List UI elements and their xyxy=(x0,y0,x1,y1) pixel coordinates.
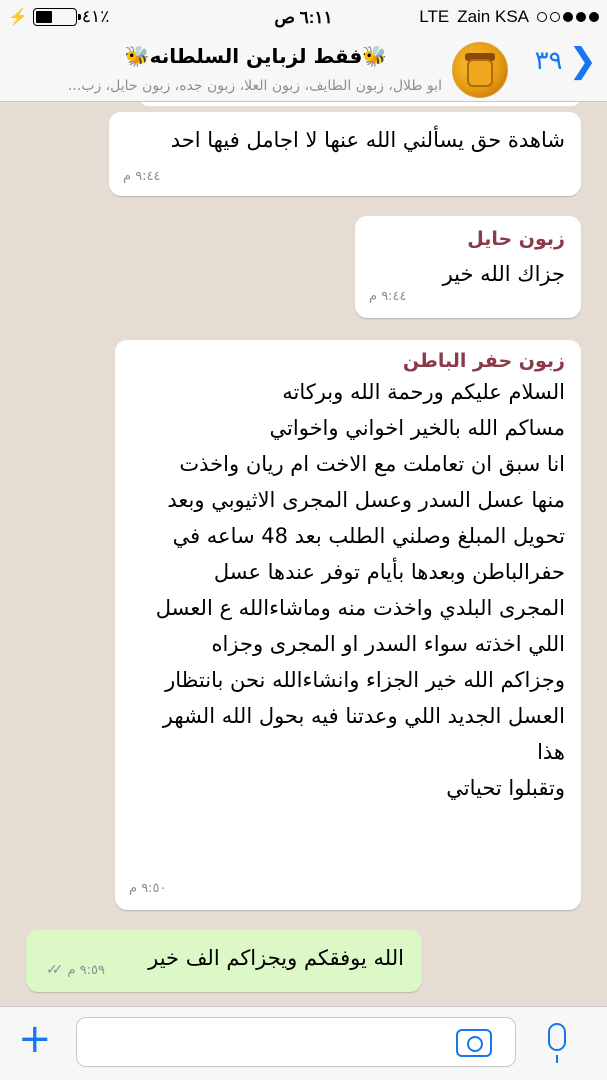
signal-dot xyxy=(550,12,560,22)
battery-percent: ٤١٪ xyxy=(81,7,110,26)
incoming-message[interactable] xyxy=(115,340,581,910)
signal-dot xyxy=(563,12,573,22)
message-line: المجرى البلدي واخذت منه وماشاءالله ع العسل xyxy=(155,596,565,620)
chevron-left-icon: ❯ xyxy=(568,41,597,81)
sender-name[interactable]: زبون حفر الباطن xyxy=(402,350,565,372)
group-avatar[interactable] xyxy=(452,42,508,98)
network-type: LTE xyxy=(419,7,450,26)
message-line: هذا xyxy=(537,740,565,764)
plus-icon[interactable]: + xyxy=(18,1016,52,1062)
message-line: تحويل المبلغ وصلني الطلب بعد 48 ساعه في xyxy=(172,524,565,548)
incoming-message[interactable] xyxy=(109,112,581,196)
charging-icon: ⚡ xyxy=(8,9,28,26)
clock: ٦:١١ ص xyxy=(274,8,333,27)
status-bar xyxy=(0,0,607,36)
sender-name[interactable]: زبون حايل xyxy=(467,228,565,250)
message-line: مساكم الله بالخير اخواني واخواتي xyxy=(269,416,565,440)
group-members[interactable]: ابو طلال، زبون الطايف، زبون العلا، زبون جده، زبون حايل، زب... xyxy=(67,78,442,94)
message-meta xyxy=(40,962,105,978)
message-line: اللي اخذته سواء السدر او المجرى وجزاه xyxy=(211,632,565,656)
unread-count: ٣٩ xyxy=(534,46,563,76)
message-text: شاهدة حق يسألني الله عنها لا اجامل فيها احد xyxy=(170,128,565,152)
signal-dot xyxy=(589,12,599,22)
status-right xyxy=(419,7,599,27)
back-button[interactable] xyxy=(534,41,597,81)
microphone-icon[interactable] xyxy=(548,1023,566,1051)
outgoing-message[interactable] xyxy=(26,930,422,992)
signal-dot xyxy=(537,12,547,22)
message-time: ٩:٤٤ م xyxy=(123,169,161,184)
compose-bar xyxy=(0,1006,607,1080)
incoming-message[interactable] xyxy=(355,216,581,318)
message-line: السلام عليكم ورحمة الله وبركاته xyxy=(282,380,565,404)
honey-jar-icon xyxy=(467,59,493,87)
message-time: ٩:٥٠ م xyxy=(129,881,167,896)
message-time: ٩:٤٤ م xyxy=(369,289,407,304)
carrier-name: Zain KSA xyxy=(457,7,529,26)
message-line: حفرالباطن وبعدها بأيام توفر عندها عسل xyxy=(213,560,565,584)
previous-message-edge xyxy=(140,102,580,106)
message-line: العسل الجديد اللي وعدتنا فيه بحول الله الشهر xyxy=(162,704,565,728)
message-line: وتقبلوا تحياتي xyxy=(446,776,565,800)
signal-strength-icon xyxy=(537,12,599,22)
message-time: ٩:٥٩ م xyxy=(67,962,105,978)
message-input[interactable] xyxy=(76,1017,516,1067)
message-line: انا سبق ان تعاملت مع الاخت ام ريان واخذت xyxy=(179,452,565,476)
message-list[interactable] xyxy=(0,102,607,1006)
message-text: الله يوفقكم ويجزاكم الف خير xyxy=(148,946,404,970)
message-text: جزاك الله خير xyxy=(442,262,565,286)
camera-icon[interactable] xyxy=(456,1029,492,1057)
chat-header xyxy=(0,36,607,102)
message-text xyxy=(131,374,565,806)
message-line: منها عسل السدر وعسل المجرى الاثيوبي وبعد xyxy=(167,488,565,512)
message-line: وجزاكم الله خير الجزاء وانشاءالله نحن بانتظار xyxy=(165,668,565,692)
signal-dot xyxy=(576,12,586,22)
double-check-icon: ✓✓ xyxy=(46,962,58,978)
group-title[interactable]: 🐝فقط لزباين السلطانه🐝 xyxy=(124,44,388,68)
